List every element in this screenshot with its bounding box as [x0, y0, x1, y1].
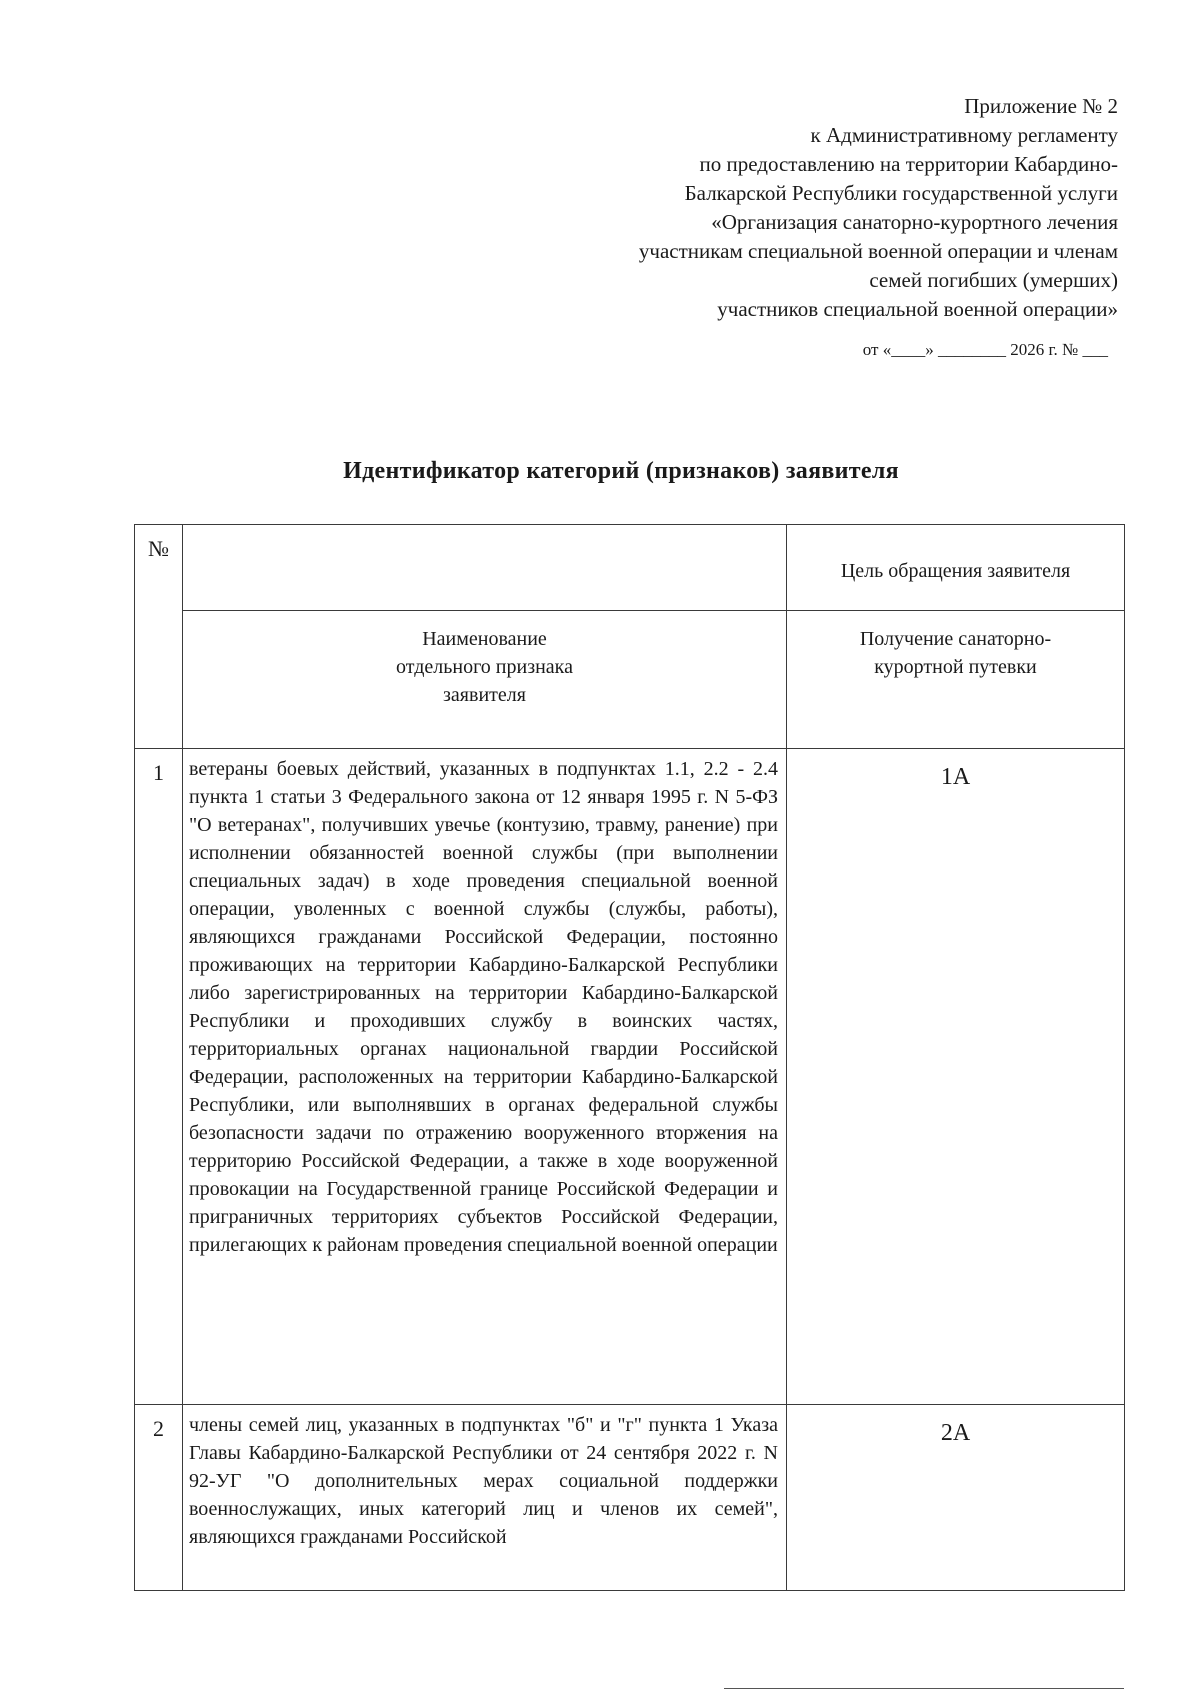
row-number: 2 — [135, 1405, 183, 1591]
goal-column-header: Цель обращения заявителя — [787, 525, 1125, 611]
row-description: ветераны боевых действий, указанных в подпунктах 1.1, 2.2 - 2.4 пункта 1 статьи 3 Федерального закона от 12 января 1995 г. N 5-ФЗ "О ветеранах", получивших увечье (контузию, травму, ранение) при исполнении обязанностей военной службы (при выполнении специальных задач) в ходе проведения специальной военной операции, уволенных с военной службы (службы, работы), являющихся гражданами Российской Федерации, постоянно проживающих на территории Кабардино-Балкарской Республики либо зарегистрированных на территории Кабардино-Балкарской Республики и проходивших службу в воинских частях, территориальных органах национальной гвардии Российской Федерации, расположенных на территории Кабардино-Балкарской Республики, или выполнявших в органах федеральной службы безопасности задачи по отражению вооруженного вторжения на территорию Российской Федерации, а также в ходе вооруженной провокации на Государственной границе Российской Федерации и приграничных территориях субъектов Российской Федерации, прилегающих к районам проведения специальной военной операции — [183, 749, 787, 1405]
table-row — [135, 1405, 1125, 1591]
header-line: участникам специальной военной операции и членам — [638, 239, 1118, 263]
header-line: семей погибших (умерших) — [869, 268, 1118, 292]
applicant-category-table — [134, 524, 1125, 1591]
table-row — [135, 749, 1125, 1405]
bottom-divider — [724, 1688, 1124, 1689]
date-number-line: от «____» ________ 2026 г. № ___ — [862, 340, 1108, 359]
header-line: по предоставлению на территории Кабардино- — [699, 152, 1118, 176]
empty-header-cell — [183, 525, 787, 611]
row-code: 2А — [787, 1405, 1125, 1591]
table-header-row — [135, 525, 1125, 611]
row-code: 1А — [787, 749, 1125, 1405]
header-line: к Административному регламенту — [810, 123, 1118, 147]
header-line: Балкарской Республики государственной услуги — [684, 181, 1118, 205]
appendix-header — [478, 92, 1118, 324]
header-line: Приложение № 2 — [964, 94, 1118, 118]
table-subheader-row — [135, 611, 1125, 749]
header-line: участников специальной военной операции» — [717, 297, 1118, 321]
name-column-header: Наименование отдельного признака заявителя — [183, 611, 787, 749]
row-number: 1 — [135, 749, 183, 1405]
header-line: «Организация санаторно-курортного лечения — [711, 210, 1118, 234]
row-description: члены семей лиц, указанных в подпунктах "б" и "г" пункта 1 Указа Главы Кабардино-Балкарской Республики от 24 сентября 2022 г. N 92-УГ "О дополнительных мерах социальной поддержки военнослужащих, иных категорий лиц и членов их семей", являющихся гражданами Российской — [183, 1405, 787, 1591]
goal-subheader: Получение санаторно- курортной путевки — [787, 611, 1125, 749]
number-column-header: № — [135, 525, 183, 749]
document-title: Идентификатор категорий (признаков) заявителя — [343, 458, 899, 484]
